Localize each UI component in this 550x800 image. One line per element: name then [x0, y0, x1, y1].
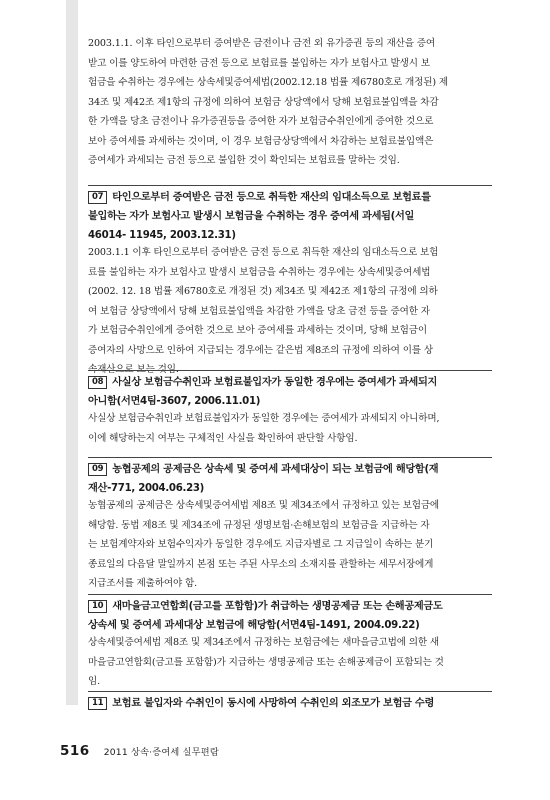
section-number-badge: 11	[88, 697, 107, 710]
heading-line: 46014- 11945, 2003.12.31)	[88, 230, 236, 241]
section-body	[88, 409, 492, 448]
body-line: 임.	[88, 676, 101, 687]
intro-line: 한 가액을 당초 금전이나 유가증권등을 증여한 자가 보험금수취인에게 증여한 것으로	[88, 116, 434, 127]
body-line: 해당함. 동법 제8조 및 제34조에 규정된 생명보험·손해보험의 보험금을 지급하는 자	[88, 519, 430, 531]
section-body	[88, 496, 492, 594]
intro-line: 34조 및 제42조 제1항의 규정에 의하여 보험금 상당액에서 당해 보험료불입액을 차감	[88, 96, 439, 108]
body-line: (2002. 12. 18 법률 제6780호로 개정된 것) 제34조 및 제42조 제1항의 규정에 의하	[88, 286, 438, 297]
intro-line: 받고 이를 양도하여 마련한 금전 등으로 보험료를 불입하는 자가 보험사고 발생시 보	[88, 57, 430, 69]
section-body	[88, 243, 492, 380]
heading-line: 아니함(서면4팀-3607, 2006.11.01)	[88, 396, 261, 407]
section-number-badge: 10	[88, 600, 107, 613]
section-number-badge: 08	[88, 376, 107, 389]
section-09	[88, 460, 492, 594]
body-line: 료를 불입하는 자가 보험사고 발생시 보험금을 수취하는 경우에는 상속세및증여세법	[88, 266, 431, 278]
body-line: 여 보험금 상당액에서 당해 보험료불입액을 차감한 가액을 당초 금전 등을 증여한 자	[88, 305, 430, 317]
section-heading	[88, 694, 492, 713]
section-11	[88, 694, 492, 713]
body-line: 이에 해당하는지 여부는 구체적인 사실을 확인하여 판단할 사항임.	[88, 432, 358, 444]
section-heading	[88, 460, 492, 498]
book-title: 2011 상속·증여세 실무편람	[103, 747, 219, 758]
intro-line: 험금을 수취하는 경우에는 상속세및증여세법(2002.12.18 법률 제6780호로 개정된) 제	[88, 77, 449, 88]
section-rule	[88, 691, 492, 692]
heading-line: 사실상 보험금수취인과 보험료불입자가 동일한 경우에는 증여세가 과세되지	[112, 377, 438, 388]
section-rule	[88, 370, 492, 371]
intro-line: 2003.1.1. 이후 타인으로부터 증여받은 금전이나 금전 외 유가증권 등의 재산을 증여	[88, 38, 435, 49]
section-number-badge: 07	[88, 191, 107, 204]
heading-line: 불입하는 자가 보험사고 발생시 보험금을 수취하는 경우 증여세 과세됨(서일	[88, 211, 415, 222]
intro-line: 증여세가 과세되는 금전 등으로 불입한 것이 확인되는 보험료를 말하는 것임.	[88, 155, 400, 166]
section-10	[88, 597, 492, 692]
section-body	[88, 633, 492, 692]
page-footer	[60, 740, 219, 760]
heading-line: 재산-771, 2004.06.23)	[88, 483, 204, 494]
section-heading	[88, 597, 492, 635]
body-line: 종료일의 다음달 말일까지 본점 또는 주된 사무소의 소재지를 관할하는 세무서장에게	[88, 558, 434, 570]
intro-line: 보아 증여세를 과세하는 것이며, 이 경우 보험금상당액에서 차감하는 보험료불입액은	[88, 135, 434, 147]
body-line: 마을금고연합회(금고를 포함함)가 지급하는 생명공제금 또는 손해공제금이 포함되는 것	[88, 656, 444, 668]
body-line: 는 보험계약자와 보험수익자가 동일한 경우에도 지급자별로 그 지급일이 속하는 분기	[88, 539, 434, 550]
body-line: 증여자의 사망으로 인하여 지급되는 경우에는 같은법 제8조의 규정에 의하여 이를 상	[88, 344, 433, 356]
heading-line: 보험료 불입자와 수취인이 동시에 사망하여 수취인의 외조모가 보험금 수령	[112, 698, 434, 709]
body-line: 지급조서를 제출하여야 함.	[88, 578, 197, 589]
page-number: 516	[60, 743, 90, 759]
body-line: 농협공제의 공제금은 상속세및증여세법 제8조 및 제34조에서 규정하고 있는 보험금에	[88, 500, 440, 511]
intro-paragraph	[88, 34, 492, 171]
section-07	[88, 188, 492, 380]
section-rule	[88, 185, 492, 186]
section-heading	[88, 188, 492, 245]
margin-bar	[66, 0, 78, 705]
section-rule	[88, 457, 492, 458]
heading-line: 상속세 및 증여세 과세대상 보험금에 해당함(서면4팀-1491, 2004.09.22)	[88, 620, 420, 631]
section-number-badge: 09	[88, 463, 107, 476]
body-line: 상속세및증여세법 제8조 및 제34조에서 규정하는 보험금에는 새마을금고법에 의한 새	[88, 637, 440, 648]
section-08	[88, 373, 492, 448]
section-heading	[88, 373, 492, 411]
section-rule	[88, 594, 492, 595]
body-line: 사실상 보험금수취인과 보험료불입자가 동일한 경우에는 증여세가 과세되지 아니하며,	[88, 413, 440, 424]
body-line: 가 보험금수취인에게 증여한 것으로 보아 증여세를 과세하는 것이며, 당해 보험금이	[88, 325, 427, 336]
body-line: 2003.1.1 이후 타인으로부터 증여받은 금전 등으로 취득한 재산의 임대소득으로 보험	[88, 247, 439, 258]
heading-line: 타인으로부터 증여받은 금전 등으로 취득한 재산의 임대소득으로 보험료를	[112, 192, 431, 203]
heading-line: 새마을금고연합회(금고를 포함함)가 취급하는 생명공제금 또는 손해공제금도	[112, 601, 443, 612]
heading-line: 농협공제의 공제금은 상속세 및 증여세 과세대상이 되는 보험금에 해당함(재	[112, 464, 439, 475]
